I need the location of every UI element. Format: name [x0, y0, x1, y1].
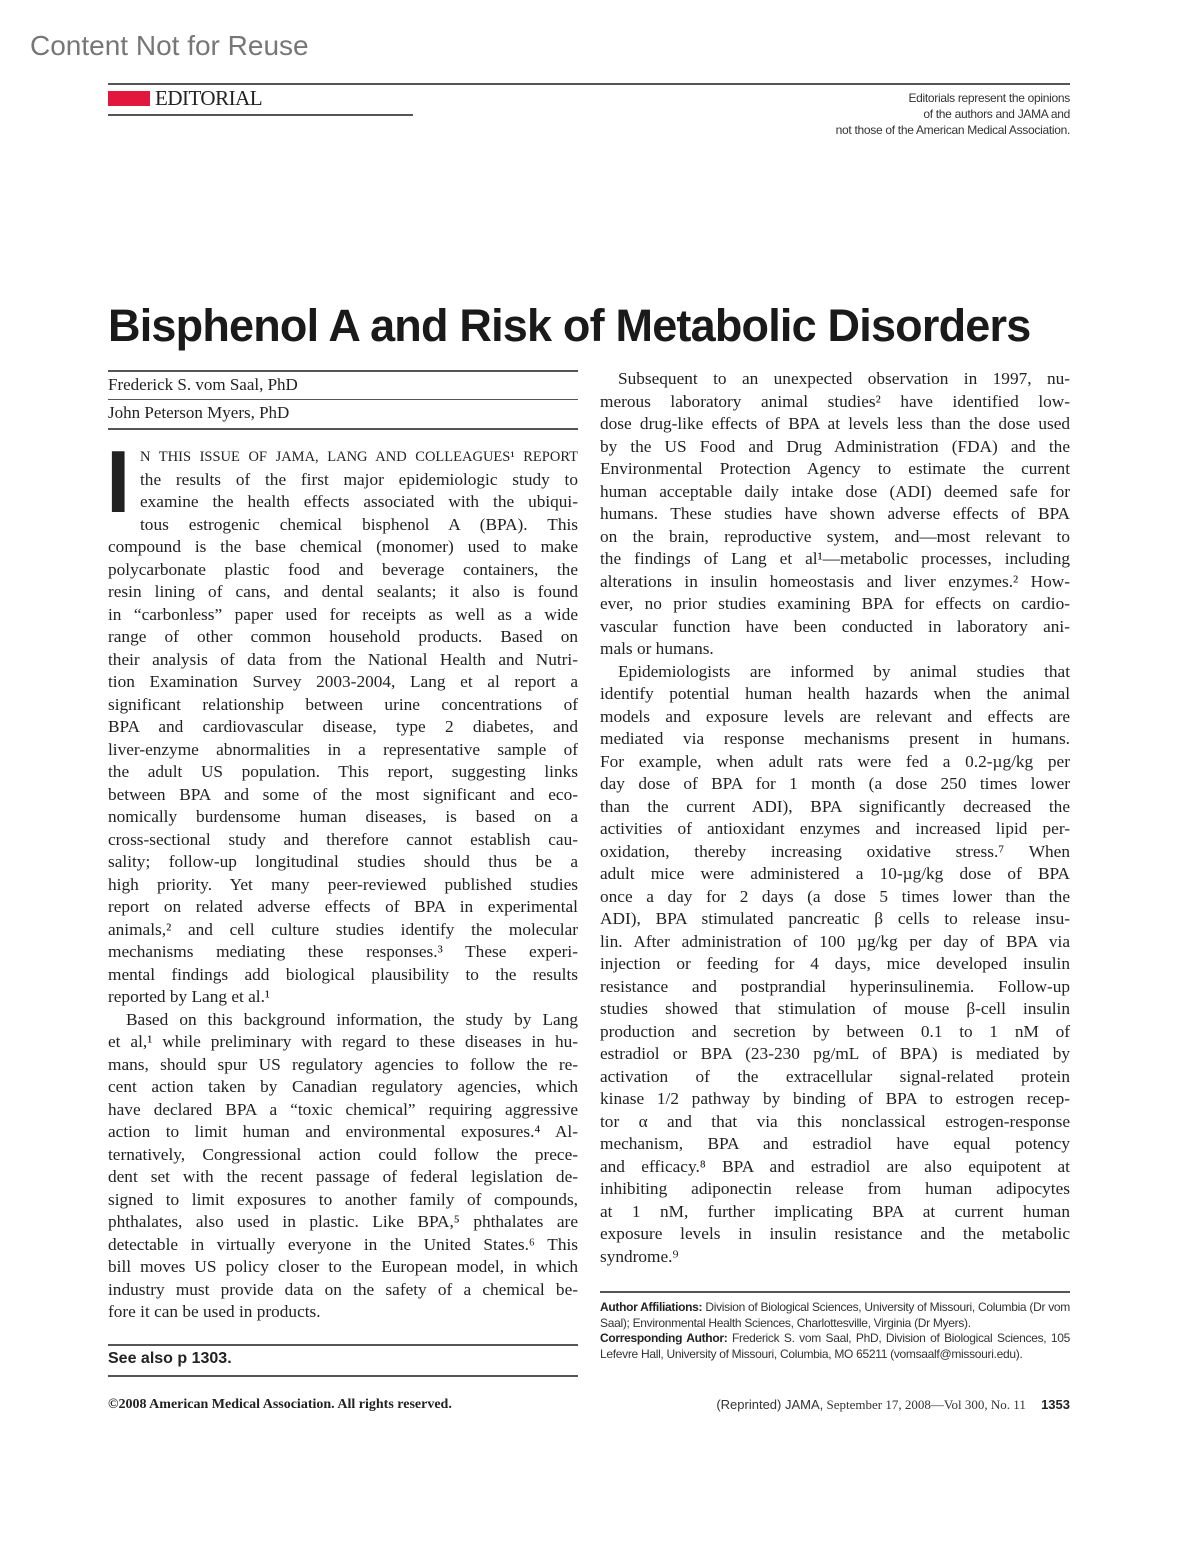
text-line: exposure levels in insulin resistance and the metabolic	[600, 1224, 1070, 1243]
text-line: tous estrogenic chemical bisphenol A (BPA). This	[140, 514, 578, 534]
author-rule	[108, 428, 578, 430]
text-line: BPA and cardiovascular disease, type 2 diabetes, and	[108, 717, 578, 736]
text-line: the findings of Lang et al¹—metabolic processes, including	[600, 549, 1070, 568]
text-line: phthalates, also used in plastic. Like BPA,⁵ phthalates are	[108, 1212, 578, 1231]
text-line: Subsequent to an unexpected observation in 1997, nu-	[618, 369, 1070, 388]
text-line: polycarbonate plastic food and beverage containers, the	[108, 559, 578, 579]
text-line: lin. After administration of 100 µg/kg per day of BPA via	[600, 931, 1070, 951]
disclaimer-line: Editorials represent the opinions	[908, 91, 1070, 105]
text-line: production and secretion by between 0.1 to 1 nM of	[600, 1021, 1070, 1041]
see-also-rule	[108, 1375, 578, 1377]
article-title: Bisphenol A and Risk of Metabolic Disorders	[108, 300, 1031, 351]
text-line: between BPA and some of the most significant and eco-	[108, 784, 578, 804]
text-line: merous laboratory animal studies² have identified low-	[600, 391, 1070, 411]
text-line: studies showed that stimulation of mouse β-cell insulin	[600, 999, 1070, 1018]
text-line: kinase 1/2 pathway by binding of BPA to estrogen recep-	[600, 1089, 1070, 1108]
text-line: identify potential human health hazards when the animal	[600, 684, 1070, 703]
text-line: alterations in insulin homeostasis and liver enzymes.² How-	[600, 571, 1070, 591]
text-line: reported by Lang et al.¹	[108, 987, 271, 1006]
text-line: the results of the first major epidemiologic study to	[140, 469, 578, 489]
text-line: the adult US population. This report, suggesting links	[108, 762, 578, 781]
issue-info: September 17, 2008—Vol 300, No. 11	[826, 1397, 1026, 1412]
text-line: Environmental Protection Agency to estimate the current	[600, 459, 1070, 478]
text-line: inhibiting adiponectin release from human adipocytes	[600, 1179, 1070, 1198]
text-line: mans, should spur US regulatory agencies to follow the re-	[108, 1054, 578, 1074]
text-line: cross-sectional study and therefore cannot establish cau-	[108, 829, 578, 849]
text-line: industry must provide data on the safety of a chemical be-	[108, 1279, 578, 1299]
text-line: dent set with the recent passage of federal legislation de-	[108, 1167, 578, 1186]
text-line: signed to limit exposures to another family of compounds,	[108, 1189, 578, 1209]
text-line: than the current ADI), BPA significantly decreased the	[600, 796, 1070, 816]
text-line: in “carbonless” paper used for receipts as well as a wide	[108, 604, 578, 624]
text-line: by the US Food and Drug Administration (FDA) and the	[600, 436, 1070, 456]
text-line: tor α and that via this nonclassical estrogen-response	[600, 1111, 1070, 1131]
author-name: John Peterson Myers, PhD	[108, 403, 290, 422]
text-line: bill moves US policy closer to the European model, in which	[108, 1257, 578, 1276]
text-line: high priority. Yet many peer-reviewed published studies	[108, 874, 578, 894]
text-line: action to limit human and environmental exposures.⁴ Al-	[108, 1122, 578, 1141]
text-line: cent action taken by Canadian regulatory agencies, which	[108, 1077, 578, 1096]
text-line: and efficacy.⁸ BPA and estradiol are also equipotent at	[600, 1156, 1070, 1176]
editorial-disclaimer	[836, 90, 1070, 138]
journal-name: (Reprinted) JAMA,	[716, 1397, 824, 1412]
text-line: examine the health effects associated with the ubiqui-	[140, 492, 578, 511]
text-line: at 1 nM, further implicating BPA at current human	[600, 1201, 1070, 1221]
copyright: ©2008 American Medical Association. All rights reserved.	[108, 1397, 452, 1412]
text-line: mals or humans.	[600, 639, 714, 658]
section-accent-block	[108, 91, 150, 106]
text-line: injection or feeding for 4 days, mice developed insulin	[600, 954, 1070, 973]
affiliations-text: Division of Biological Sciences, University of Missouri, Columbia (Dr vom Saal); Environmental Health Sciences, Charlottesville, Virginia (Dr Myers).	[600, 1300, 1070, 1330]
text-line: oxidation, thereby increasing oxidative stress.⁷ When	[600, 841, 1070, 861]
text-line: mediated via response mechanisms present in humans.	[600, 729, 1070, 748]
affiliations-label: Author Affiliations:	[600, 1300, 703, 1314]
text-line: compound is the base chemical (monomer) used to make	[108, 537, 578, 556]
top-rule	[108, 83, 1070, 85]
text-line: mental findings add biological plausibility to the results	[108, 964, 578, 984]
text-line: fore it can be used in products.	[108, 1302, 321, 1321]
text-line: mechanism, BPA and estradiol have equal potency	[600, 1134, 1070, 1153]
text-line: activation of the extracellular signal-related protein	[600, 1066, 1070, 1086]
text-line: have declared BPA a “toxic chemical” requiring aggressive	[108, 1099, 578, 1119]
citation	[716, 1397, 1070, 1413]
text-line: models and exposure levels are relevant and effects are	[600, 706, 1070, 726]
text-line: For example, when adult rats were fed a 0.2-µg/kg per	[600, 751, 1070, 771]
text-line: report on related adverse effects of BPA in experimental	[108, 897, 578, 916]
text-line: their analysis of data from the National Health and Nutri-	[108, 649, 578, 669]
author-name: Frederick S. vom Saal, PhD	[108, 375, 298, 394]
text-line: ADI), BPA stimulated pancreatic β cells to release insu-	[600, 909, 1070, 928]
text-line: once a day for 2 days (a dose 5 times lower than the	[600, 886, 1070, 906]
author-affiliations	[600, 1300, 1070, 1362]
text-line: resistance and postprandial hyperinsulinemia. Follow-up	[600, 976, 1070, 996]
text-line: N THIS ISSUE OF JAMA, LANG AND COLLEAGUES¹ REPORT	[140, 449, 578, 465]
disclaimer-line: of the authors and JAMA and	[923, 107, 1070, 121]
text-line: detectable in virtually everyone in the United States.⁶ This	[108, 1234, 578, 1254]
text-line: et al,¹ while preliminary with regard to these diseases in hu-	[108, 1032, 578, 1051]
text-line: ever, no prior studies examining BPA for effects on cardio-	[600, 594, 1070, 613]
see-also-rule	[108, 1344, 578, 1346]
text-line: on the brain, reproductive system, and—most relevant to	[600, 526, 1070, 546]
text-line: range of other common household products. Based on	[108, 627, 578, 646]
text-line: tion Examination Survey 2003-2004, Lang et al report a	[108, 672, 578, 691]
text-line: syndrome.⁹	[600, 1246, 679, 1266]
text-line: dose drug-like effects of BPA at levels less than the dose used	[600, 414, 1070, 433]
right-column	[600, 368, 1070, 1268]
author-rule	[108, 399, 578, 400]
author-rule	[108, 370, 578, 372]
text-line: nomically burdensome human diseases, is based on a	[108, 807, 578, 826]
text-line: sality; follow-up longitudinal studies should thus be a	[108, 852, 578, 871]
affiliations-rule	[600, 1291, 1070, 1293]
text-line: humans. These studies have shown adverse effects of BPA	[600, 504, 1070, 523]
text-line: human acceptable daily intake dose (ADI) deemed safe for	[600, 481, 1070, 501]
text-line: Based on this background information, the study by Lang	[126, 1009, 578, 1029]
drop-cap: I	[106, 432, 131, 531]
text-line: animals,² and cell culture studies identify the molecular	[108, 919, 578, 939]
text-line: liver-enzyme abnormalities in a representative sample of	[108, 739, 578, 759]
corresponding-label: Corresponding Author:	[600, 1331, 728, 1346]
text-line: activities of antioxidant enzymes and increased lipid per-	[600, 819, 1070, 838]
text-line: adult mice were administered a 10-µg/kg dose of BPA	[600, 864, 1070, 883]
see-also-link[interactable]: See also p 1303.	[108, 1350, 232, 1367]
left-column	[106, 432, 578, 1324]
text-line: significant relationship between urine concentrations of	[108, 694, 578, 714]
page-number: 1353	[1041, 1397, 1070, 1412]
text-line: day dose of BPA for 1 month (a dose 250 times lower	[600, 774, 1070, 793]
disclaimer-line: not those of the American Medical Association.	[835, 123, 1070, 137]
section-rule	[108, 114, 413, 116]
corresponding-text: Frederick S. vom Saal, PhD, Division of Biological Sciences, 105 Lefevre Hall, University of Missouri, Columbia, MO 65211 (vomsaalf@missouri.edu).	[600, 1331, 1070, 1361]
section-label: EDITORIAL	[155, 86, 263, 110]
watermark: Content Not for Reuse	[30, 30, 309, 61]
text-line: Epidemiologists are informed by animal studies that	[618, 661, 1070, 681]
text-line: resin lining of cans, and dental sealants; it also is found	[108, 582, 578, 601]
text-line: ternatively, Congressional action could follow the prece-	[108, 1144, 578, 1164]
text-line: estradiol or BPA (23-230 pg/mL of BPA) is mediated by	[600, 1044, 1070, 1063]
text-line: mechanisms mediating these responses.³ These experi-	[108, 942, 578, 961]
text-line: vascular function have been conducted in laboratory ani-	[600, 616, 1070, 636]
